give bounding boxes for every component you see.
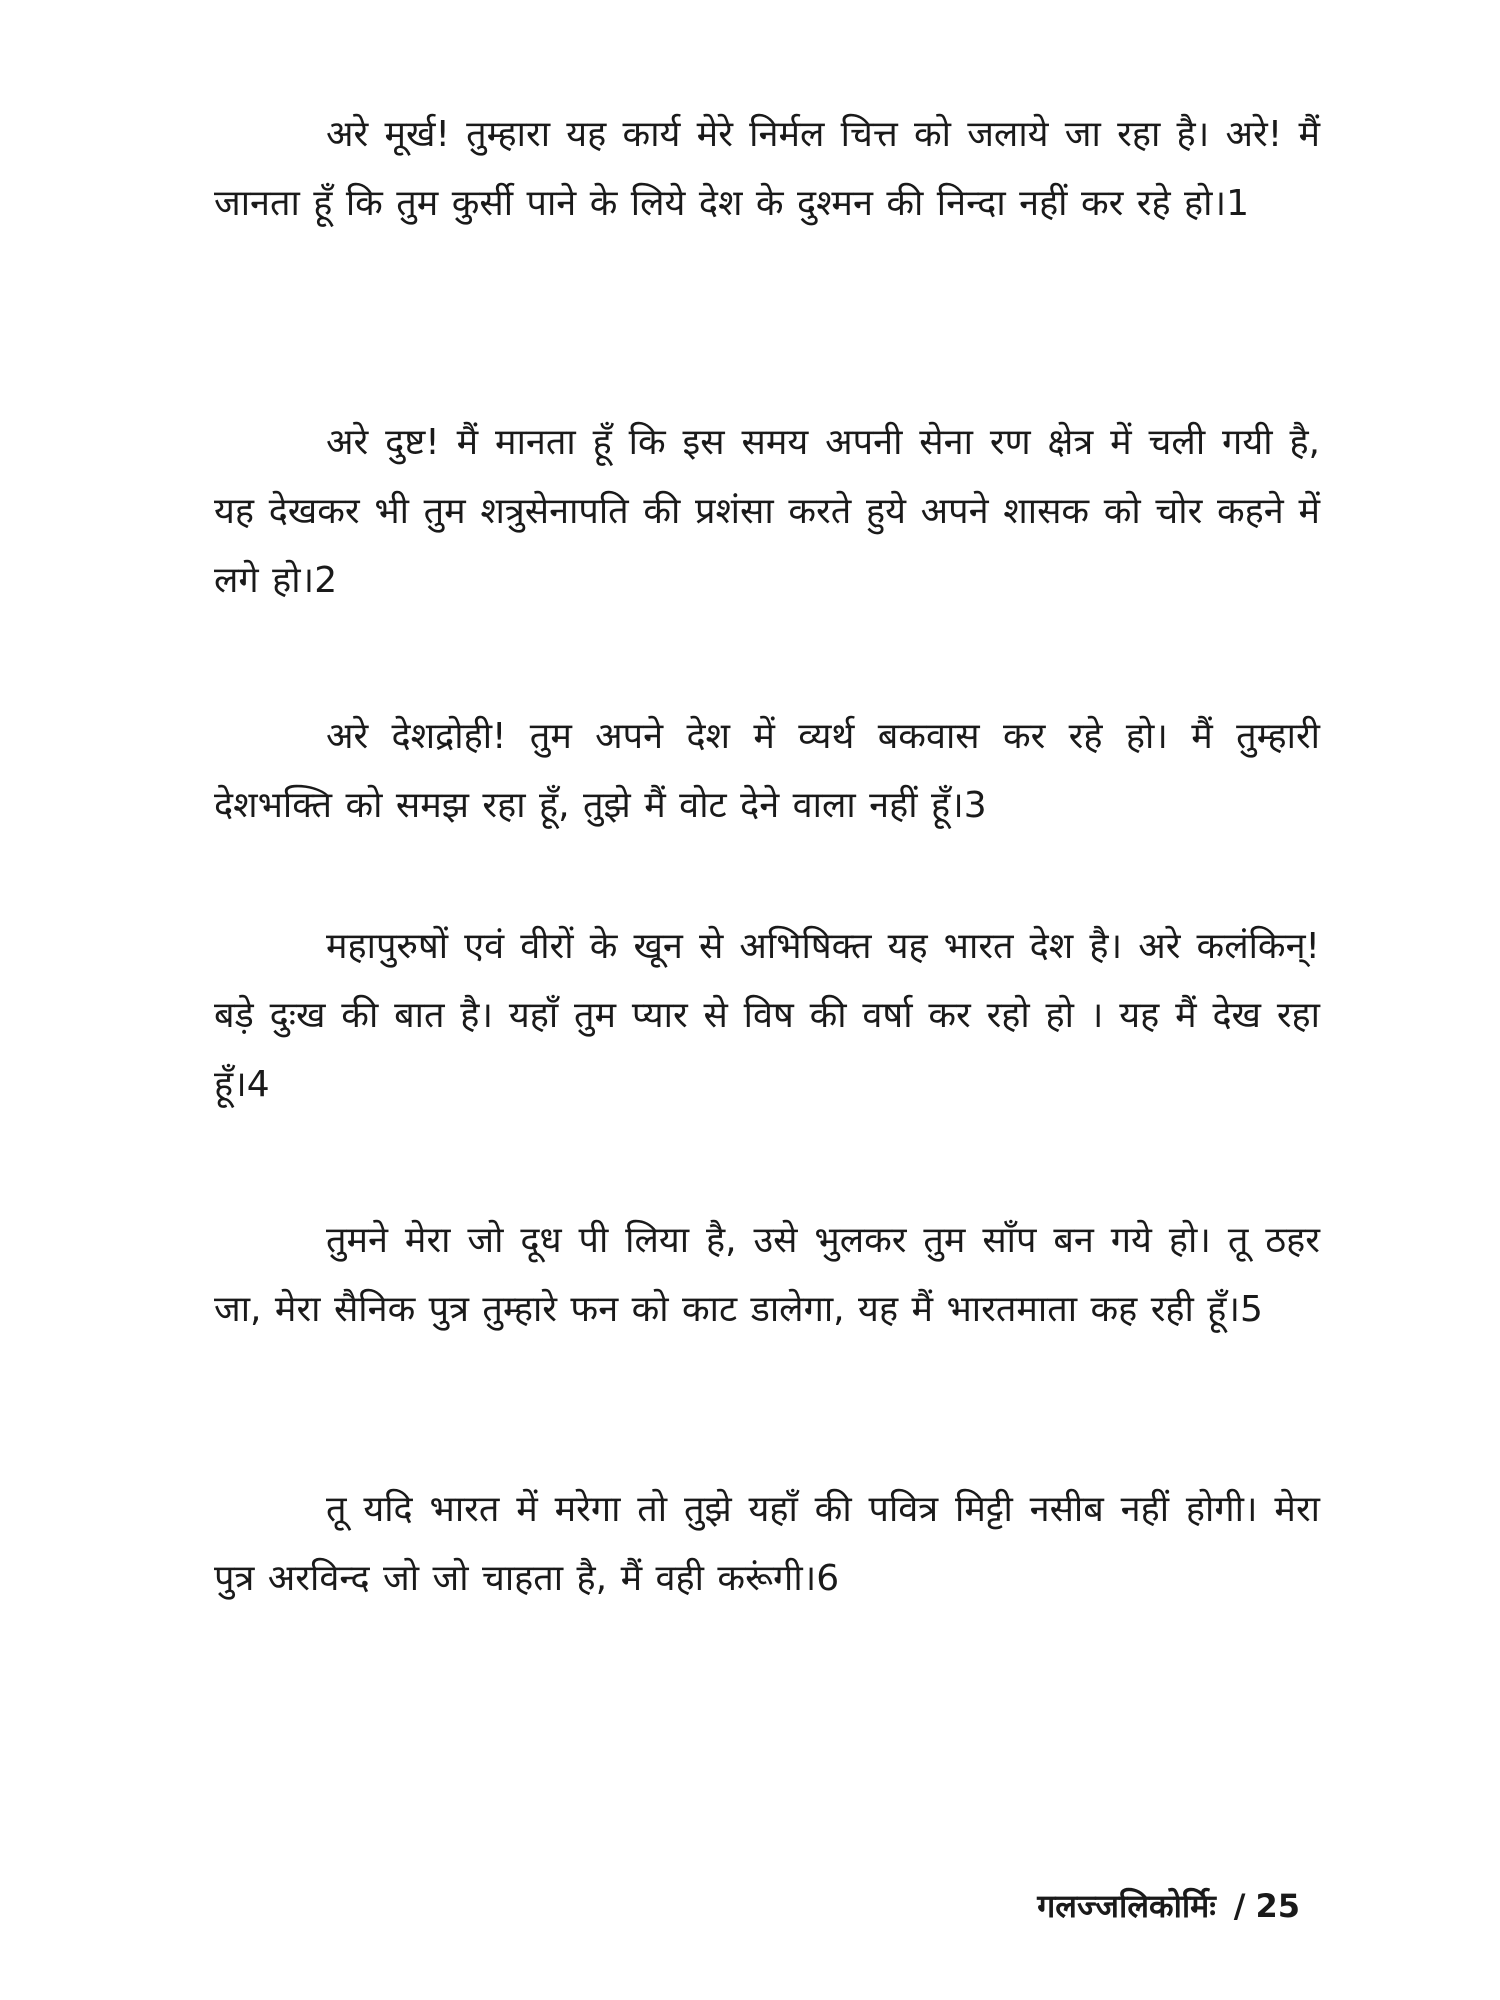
paragraph-5: तुमने मेरा जो दूध पी लिया है, उसे भुलकर तुम साँप बन गये हो। तू ठहर जा, मेरा सैनिक पुत्र तुम्हारे फन को काट डालेगा, यह मैं भारतमाता कह रही हूँ।5 [214, 1220, 1320, 1330]
paragraph-3: अरे देशद्रोही! तुम अपने देश में व्यर्थ बकवास कर रहे हो। मैं तुम्हारी देशभक्ति को समझ रहा हूँ, तुझे मैं वोट देने वाला नहीं हूँ।3 [214, 716, 1320, 826]
paragraph-6: तू यदि भारत में मरेगा तो तुझे यहाँ की पवित्र मिट्टी नसीब नहीं होगी। मेरा पुत्र अरविन्द जो जो चाहता है, मैं वही करूंगी।6 [214, 1489, 1320, 1599]
paragraph-4: महापुरुषों एवं वीरों के खून से अभिषिक्त यह भारत देश है। अरे कलंकिन्! बड़े दुःख की बात है। यहाँ तुम प्यार से विष की वर्षा कर रहो हो । यह मैं देख रहा हूँ।4 [214, 926, 1320, 1105]
footer-book-title: गलज्जलिकोर्मिः [1037, 1887, 1216, 1925]
paragraph-1: अरे मूर्ख! तुम्हारा यह कार्य मेरे निर्मल चित्त को जलाये जा रहा है। अरे! मैं जानता हूँ कि तुम कुर्सी पाने के लिये देश के दुश्मन की निन्दा नहीं कर रहे हो।1 [214, 114, 1320, 224]
page-number: 25 [1255, 1887, 1300, 1925]
page-footer [1037, 1884, 1300, 1927]
paragraph-2: अरे दुष्ट! मैं मानता हूँ कि इस समय अपनी सेना रण क्षेत्र में चली गयी है, यह देखकर भी तुम शत्रुसेनापति की प्रशंसा करते हुये अपने शासक को चोर कहने में लगे हो।2 [214, 422, 1320, 601]
footer-separator: / [1233, 1887, 1246, 1925]
